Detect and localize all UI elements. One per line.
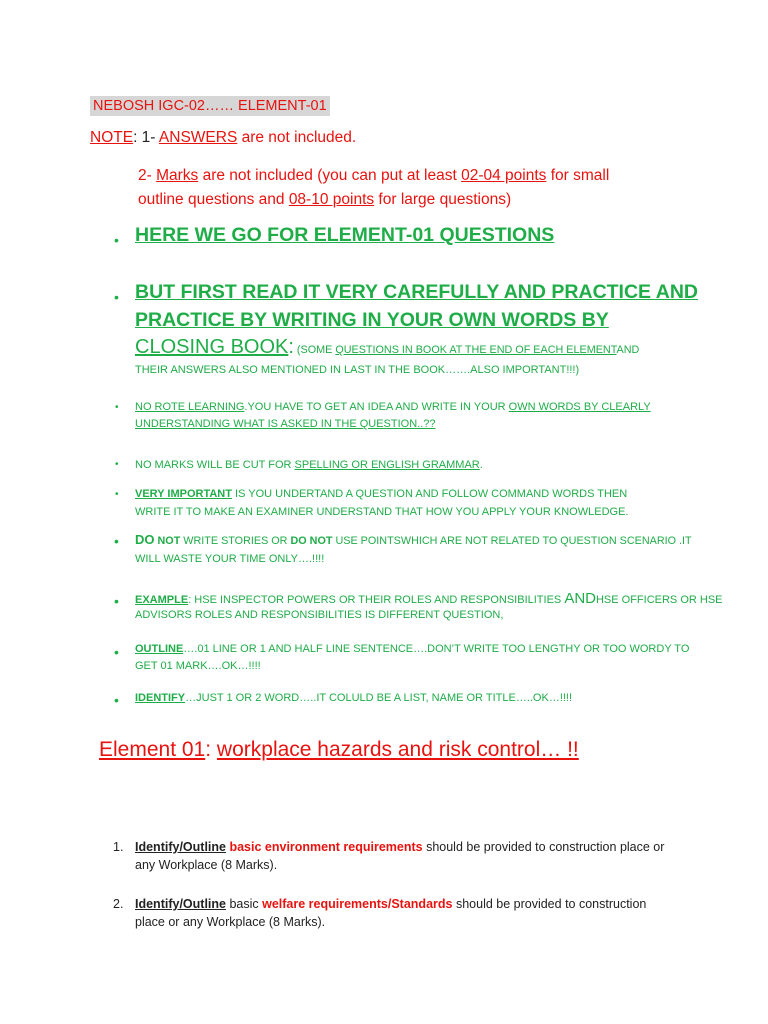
bullet-dot-icon: • [115,489,119,500]
note-line2-mid2: for small [546,167,610,184]
spelling-grammar-link: SPELLING OR ENGLISH GRAMMAR [294,459,480,471]
document-header [90,96,330,116]
bullet-very-important-line1 [135,488,627,500]
question-command: Identify/Outline [135,897,226,911]
note-line1-suffix: are not included. [237,129,357,146]
question-number: 2. [113,897,124,911]
question-highlight: basic environment requirements [229,840,423,854]
very-important-label: VERY IMPORTANT [135,488,232,500]
do-not-mid: WRITE STORIES OR [180,535,291,547]
note-small-points-link: 02-04 points [461,167,547,184]
bullet-read-carefully-line2: PRACTICE BY WRITING IN YOUR OWN WORDS BY [135,309,609,331]
note-marks-link: Marks [156,167,199,184]
note-answers-link: ANSWERS [158,129,238,146]
element-title: workplace hazards and risk control… !! [216,738,579,761]
bullet-no-rote-line2: UNDERSTANDING WHAT IS ASKED IN THE QUESTION..?? [135,418,436,430]
bullet-dot-icon: • [114,232,119,248]
bullet-read-carefully-line4: THEIR ANSWERS ALSO MENTIONED IN LAST IN THE BOOK…….ALSO IMPORTANT!!!) [135,364,580,376]
question-command: Identify/Outline [135,840,226,854]
note-line2-mid1: are not included (you can put at least [198,167,462,184]
identify-rest: …JUST 1 OR 2 WORD…..IT COLULD BE A LIST, NAME OR TITLE…..OK…!!!! [185,692,573,704]
note-line3-suffix: for large questions) [374,191,512,208]
bullet-identify [135,692,572,704]
note-line-1 [90,129,356,147]
bullet-read-carefully-line1: BUT FIRST READ IT VERY CAREFULLY AND PRACTICE AND [135,281,699,303]
do-not-text: DO NOT [290,535,333,547]
bullet-dot-icon: • [114,644,119,660]
bullet-read-carefully-line3 [135,336,639,359]
some-text: (SOME [293,344,336,356]
bullet-dot-icon: • [115,459,119,470]
question-line2: any Workplace (8 Marks). [135,858,278,872]
no-marks-suffix: . [479,459,483,471]
outline-label: OUTLINE [135,643,184,655]
example-label: EXAMPLE [135,594,189,606]
do-text: DO [135,532,155,547]
bullet-outline-line2: GET 01 MARK….OK…!!!! [135,660,261,672]
note-line-2 [138,164,609,212]
questions-in-book-link: QUESTIONS IN BOOK AT THE END OF EACH ELEMENT [335,344,617,356]
bullet-example-line2: ADVISORS ROLES AND RESPONSIBILITIES IS DIFFERENT QUESTION, [135,609,504,621]
note-line1-prefix: : 1- [133,129,159,146]
header-title: NEBOSH IGC-02…… ELEMENT-01 [93,98,327,114]
very-important-rest: IS YOU UNDERTAND A QUESTION AND FOLLOW COMMAND WORDS THEN [231,488,628,500]
question-rest: should be provided to construction place or [422,840,665,854]
question-pre: basic [225,897,263,911]
bullet-dot-icon: • [114,533,119,549]
example-rest: HSE OFFICERS OR HSE [595,594,723,606]
bullet-outline-line1 [135,643,689,655]
bullet-example-line1 [135,590,723,607]
not-text: NOT [154,535,181,547]
question-line2: place or any Workplace (8 Marks). [135,915,326,929]
bullet-dot-icon: • [114,692,119,708]
question-item-2 [113,895,646,931]
bullet-very-important-line2: WRITE IT TO MAKE AN EXAMINER UNDERSTAND THAT HOW YOU APPLY YOUR KNOWLEDGE. [135,506,629,518]
no-rote-mid: .YOU HAVE TO GET AN IDEA AND WRITE IN YOUR [244,401,509,413]
no-marks-prefix: NO MARKS WILL BE CUT FOR [135,459,295,471]
note-line2-prefix: 2- [138,167,157,184]
note-line3-prefix: outline questions and [138,191,289,208]
element-label: Element 01 [99,738,206,761]
question-rest: should be provided to construction [452,897,647,911]
closing-book-text: CLOSING BOOK [135,336,289,358]
bullet-no-rote-line1 [135,401,651,413]
bullet-do-not-line1 [135,532,692,547]
bullet-dot-icon: • [114,289,119,305]
question-number: 1. [113,840,124,854]
own-words-link: OWN WORDS BY CLEARLY [508,401,651,413]
bullet-dot-icon: • [114,593,119,609]
outline-rest: ….01 LINE OR 1 AND HALF LINE SENTENCE….DON’T WRITE TOO LENGTHY OR TOO WORDY TO [183,643,690,655]
example-mid: : HSE INSPECTOR POWERS OR THEIR ROLES AND RESPONSIBILITIES [188,594,565,606]
no-rote-learning-link: NO ROTE LEARNING [135,401,245,413]
note-large-points-link: 08-10 points [288,191,375,208]
question-highlight: welfare requirements/Standards [262,897,453,911]
note-label: NOTE [90,129,134,146]
and-text: AND [616,344,640,356]
element-heading [99,738,579,762]
identify-label: IDENTIFY [135,692,186,704]
closing-book-colon: : [288,336,294,358]
example-and: AND [564,590,596,607]
bullet-do-not-line2: WILL WASTE YOUR TIME ONLY….!!!! [135,553,325,565]
element-colon: : [205,738,212,761]
question-item-1 [113,838,664,874]
bullet-here-we-go: HERE WE GO FOR ELEMENT-01 QUESTIONS [135,224,555,246]
bullet-dot-icon: • [115,402,119,413]
bullet-no-marks [135,459,483,471]
do-not-rest: USE POINTSWHICH ARE NOT RELATED TO QUESTION SCENARIO .IT [332,535,692,547]
